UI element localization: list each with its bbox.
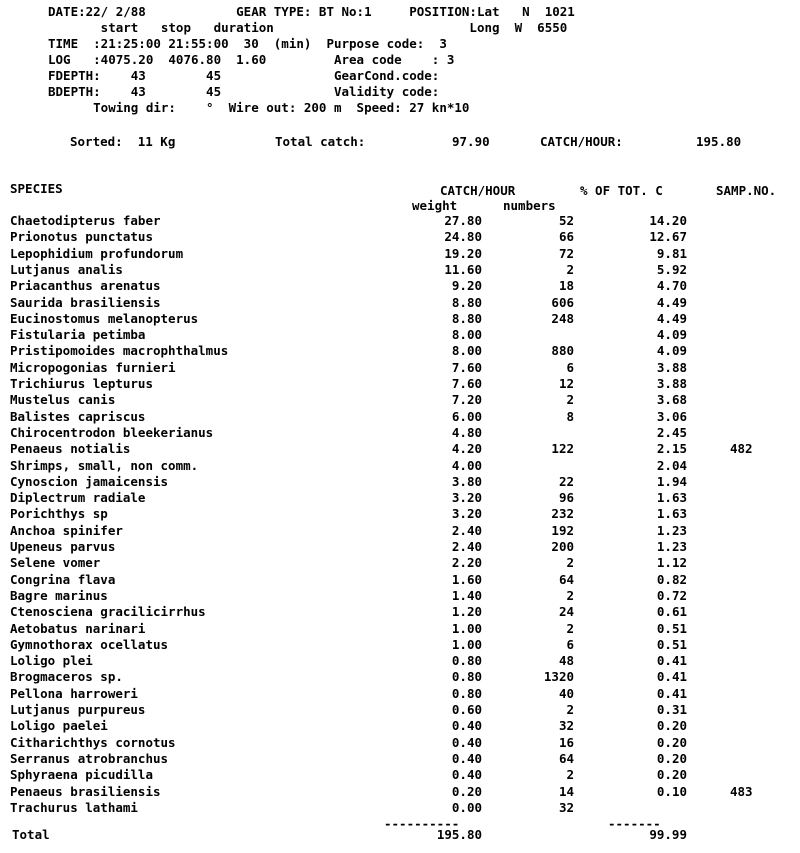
species-name: Penaeus notialis bbox=[10, 441, 131, 457]
species-name: Loligo plei bbox=[10, 653, 93, 669]
species-name: Saurida brasiliensis bbox=[10, 294, 161, 310]
species-samp: 482 bbox=[730, 441, 753, 457]
header-start-stop-duration: start stop duration Long W 6550 bbox=[48, 20, 568, 35]
species-pct: 1.23 bbox=[656, 539, 687, 554]
col-catch-hour-header: CATCH/HOUR bbox=[440, 183, 516, 198]
table-row bbox=[0, 327, 800, 343]
table-row bbox=[0, 686, 800, 702]
table-row bbox=[0, 506, 800, 522]
species-numbers: 200 bbox=[551, 539, 574, 554]
species-weight: 1.00 bbox=[451, 620, 482, 636]
table-row bbox=[0, 572, 800, 588]
summary-total-catch-label: Total catch: bbox=[275, 134, 366, 149]
species-numbers: 64 bbox=[558, 571, 574, 587]
species-numbers: 72 bbox=[558, 245, 574, 261]
species-weight: 8.00 bbox=[451, 343, 482, 359]
summary-catch-hour-label: CATCH/HOUR: bbox=[540, 134, 623, 149]
species-pct: 4.70 bbox=[656, 278, 687, 294]
species-weight: 3.80 bbox=[451, 473, 482, 489]
species-pct: 1.94 bbox=[656, 473, 687, 489]
species-name: Shrimps, small, non comm. bbox=[10, 457, 199, 473]
species-weight: 0.40 bbox=[451, 718, 482, 734]
species-pct: 3.88 bbox=[656, 359, 687, 375]
species-numbers: 192 bbox=[551, 522, 574, 538]
table-row bbox=[0, 751, 800, 767]
table-row bbox=[0, 702, 800, 718]
species-samp: 483 bbox=[730, 783, 753, 799]
species-numbers: 32 bbox=[558, 718, 574, 734]
species-name: Fistularia petimba bbox=[10, 327, 146, 343]
species-weight: 9.20 bbox=[451, 278, 482, 294]
species-name: Sphyraena picudilla bbox=[10, 767, 153, 783]
table-row bbox=[0, 490, 800, 506]
table-row bbox=[0, 295, 800, 311]
pct-total-rule: ------- bbox=[608, 816, 661, 831]
species-pct: 1.63 bbox=[656, 506, 687, 522]
species-weight: 7.60 bbox=[451, 359, 482, 375]
species-name: Congrina flava bbox=[10, 571, 116, 587]
summary-catch-hour-value: 195.80 bbox=[696, 134, 742, 149]
header-bdepth: BDEPTH: 43 45 Validity code: bbox=[48, 84, 440, 99]
species-name: Aetobatus narinari bbox=[10, 620, 146, 636]
species-weight: 3.20 bbox=[451, 490, 482, 506]
species-weight: 8.80 bbox=[451, 294, 482, 310]
species-numbers: 2 bbox=[566, 392, 574, 408]
table-row bbox=[0, 392, 800, 408]
species-numbers: 40 bbox=[558, 685, 574, 701]
species-pct: 2.15 bbox=[656, 441, 687, 457]
species-weight: 0.40 bbox=[451, 750, 482, 766]
table-row bbox=[0, 555, 800, 571]
species-name: Trichiurus lepturus bbox=[10, 376, 153, 391]
table-row bbox=[0, 213, 800, 229]
species-name: Pellona harroweri bbox=[10, 685, 138, 701]
table-row bbox=[0, 718, 800, 734]
table-row bbox=[0, 343, 800, 359]
species-weight: 1.60 bbox=[451, 571, 482, 587]
species-name: Selene vomer bbox=[10, 555, 101, 571]
species-name: Ctenosciena gracilicirrhus bbox=[10, 604, 206, 620]
species-weight: 0.80 bbox=[451, 685, 482, 701]
species-weight: 19.20 bbox=[444, 245, 482, 261]
species-numbers: 122 bbox=[551, 441, 574, 457]
weight-total-rule: ---------- bbox=[384, 816, 460, 831]
header-date-gear-position: DATE:22/ 2/88 GEAR TYPE: BT No:1 POSITION:Lat N 1021 bbox=[48, 4, 575, 19]
species-numbers: 880 bbox=[551, 343, 574, 359]
species-pct: 4.09 bbox=[656, 343, 687, 359]
species-name: Porichthys sp bbox=[10, 506, 108, 522]
table-row bbox=[0, 262, 800, 278]
species-weight: 4.20 bbox=[451, 441, 482, 457]
species-numbers: 606 bbox=[551, 294, 574, 310]
total-weight: 195.80 bbox=[436, 827, 482, 842]
table-row bbox=[0, 360, 800, 376]
species-name: Chirocentrodon bleekerianus bbox=[10, 424, 214, 440]
header-fdepth: FDEPTH: 43 45 GearCond.code: bbox=[48, 68, 440, 83]
table-row bbox=[0, 735, 800, 751]
species-pct: 1.23 bbox=[656, 522, 687, 538]
species-pct: 3.68 bbox=[656, 392, 687, 408]
species-numbers: 2 bbox=[566, 767, 574, 783]
table-row bbox=[0, 523, 800, 539]
species-name: Bagre marinus bbox=[10, 587, 108, 603]
species-name: Chaetodipterus faber bbox=[10, 213, 161, 228]
species-weight: 4.80 bbox=[451, 424, 482, 440]
table-row bbox=[0, 800, 800, 816]
table-row bbox=[0, 637, 800, 653]
species-pct: 0.41 bbox=[656, 653, 687, 669]
species-numbers: 52 bbox=[558, 213, 574, 228]
species-name: Serranus atrobranchus bbox=[10, 750, 169, 766]
table-row bbox=[0, 229, 800, 245]
species-weight: 1.20 bbox=[451, 604, 482, 620]
species-numbers: 14 bbox=[558, 783, 574, 799]
species-numbers: 2 bbox=[566, 261, 574, 277]
table-row bbox=[0, 246, 800, 262]
species-numbers: 248 bbox=[551, 310, 574, 326]
header-towing: Towing dir: ° Wire out: 200 m Speed: 27 kn*10 bbox=[48, 100, 470, 115]
table-row bbox=[0, 458, 800, 474]
species-name: Gymnothorax ocellatus bbox=[10, 636, 169, 652]
species-weight: 0.60 bbox=[451, 702, 482, 717]
species-name: Lutjanus purpureus bbox=[10, 702, 146, 717]
species-pct: 0.20 bbox=[656, 750, 687, 766]
species-weight: 8.80 bbox=[451, 310, 482, 326]
species-weight: 2.20 bbox=[451, 555, 482, 571]
species-name: Anchoa spinifer bbox=[10, 522, 123, 538]
total-pct: 99.99 bbox=[649, 827, 687, 842]
table-row bbox=[0, 621, 800, 637]
species-numbers: 232 bbox=[551, 506, 574, 522]
species-weight: 8.00 bbox=[451, 327, 482, 343]
table-row bbox=[0, 311, 800, 327]
species-pct: 9.81 bbox=[656, 245, 687, 261]
col-weight-header: weight bbox=[412, 198, 458, 213]
table-row bbox=[0, 441, 800, 457]
species-weight: 27.80 bbox=[444, 213, 482, 228]
species-pct: 0.10 bbox=[656, 783, 687, 799]
species-name: Balistes capriscus bbox=[10, 408, 146, 424]
summary-sorted: Sorted: 11 Kg bbox=[70, 134, 176, 149]
table-row bbox=[0, 767, 800, 783]
species-pct: 0.82 bbox=[656, 571, 687, 587]
species-numbers: 16 bbox=[558, 734, 574, 750]
species-name: Prionotus punctatus bbox=[10, 229, 153, 245]
species-weight: 1.00 bbox=[451, 636, 482, 652]
species-name: Mustelus canis bbox=[10, 392, 116, 408]
species-weight: 6.00 bbox=[451, 408, 482, 424]
species-weight: 0.80 bbox=[451, 653, 482, 669]
species-pct: 4.49 bbox=[656, 294, 687, 310]
species-pct: 0.41 bbox=[656, 669, 687, 685]
species-weight: 2.40 bbox=[451, 539, 482, 554]
species-pct: 0.20 bbox=[656, 767, 687, 783]
species-weight: 0.00 bbox=[451, 799, 482, 815]
species-pct: 0.20 bbox=[656, 718, 687, 734]
species-weight: 0.40 bbox=[451, 767, 482, 783]
species-name: Lutjanus analis bbox=[10, 261, 123, 277]
species-weight: 0.40 bbox=[451, 734, 482, 750]
species-numbers: 96 bbox=[558, 490, 574, 506]
table-row bbox=[0, 409, 800, 425]
species-pct: 0.20 bbox=[656, 734, 687, 750]
header-log: LOG :4075.20 4076.80 1.60 Area code : 3 bbox=[48, 52, 455, 67]
species-weight: 3.20 bbox=[451, 506, 482, 522]
species-pct: 5.92 bbox=[656, 261, 687, 277]
species-numbers: 64 bbox=[558, 750, 574, 766]
species-pct: 0.41 bbox=[656, 685, 687, 701]
species-numbers: 2 bbox=[566, 587, 574, 603]
species-name: Citharichthys cornotus bbox=[10, 734, 176, 750]
species-weight: 24.80 bbox=[444, 229, 482, 245]
table-row bbox=[0, 784, 800, 800]
species-numbers: 66 bbox=[558, 229, 574, 245]
species-weight: 11.60 bbox=[444, 261, 482, 277]
species-weight: 7.60 bbox=[451, 376, 482, 391]
species-weight: 0.80 bbox=[451, 669, 482, 685]
species-pct: 2.45 bbox=[656, 424, 687, 440]
col-species-header: SPECIES bbox=[10, 181, 63, 196]
table-row bbox=[0, 425, 800, 441]
species-numbers: 22 bbox=[558, 473, 574, 489]
col-samp-header: SAMP.NO. bbox=[716, 183, 777, 198]
species-numbers: 2 bbox=[566, 555, 574, 571]
species-weight: 4.00 bbox=[451, 457, 482, 473]
species-weight: 7.20 bbox=[451, 392, 482, 408]
table-row bbox=[0, 376, 800, 392]
species-numbers: 6 bbox=[566, 636, 574, 652]
species-pct: 4.09 bbox=[656, 327, 687, 343]
species-weight: 2.40 bbox=[451, 522, 482, 538]
species-numbers: 24 bbox=[558, 604, 574, 620]
species-pct: 12.67 bbox=[649, 229, 687, 245]
species-pct: 14.20 bbox=[649, 213, 687, 228]
species-name: Loligo paelei bbox=[10, 718, 108, 734]
species-name: Upeneus parvus bbox=[10, 539, 116, 554]
header-time: TIME :21:25:00 21:55:00 30 (min) Purpose code: 3 bbox=[48, 36, 447, 51]
species-pct: 3.06 bbox=[656, 408, 687, 424]
species-numbers: 1320 bbox=[543, 669, 574, 685]
species-pct: 0.51 bbox=[656, 636, 687, 652]
species-name: Penaeus brasiliensis bbox=[10, 783, 161, 799]
col-numbers-header: numbers bbox=[503, 198, 556, 213]
species-weight: 0.20 bbox=[451, 783, 482, 799]
table-row bbox=[0, 653, 800, 669]
summary-total-catch-value: 97.90 bbox=[452, 134, 490, 149]
species-numbers: 8 bbox=[566, 408, 574, 424]
species-numbers: 32 bbox=[558, 799, 574, 815]
table-row bbox=[0, 278, 800, 294]
species-pct: 3.88 bbox=[656, 376, 687, 391]
total-label: Total bbox=[12, 827, 50, 842]
table-row bbox=[0, 539, 800, 555]
col-pct-header: % OF TOT. C bbox=[580, 183, 663, 198]
species-numbers: 6 bbox=[566, 359, 574, 375]
species-name: Diplectrum radiale bbox=[10, 490, 146, 506]
species-name: Brogmaceros sp. bbox=[10, 669, 123, 685]
species-name: Eucinostomus melanopterus bbox=[10, 310, 199, 326]
species-numbers: 18 bbox=[558, 278, 574, 294]
species-numbers: 48 bbox=[558, 653, 574, 669]
species-pct: 0.72 bbox=[656, 587, 687, 603]
table-row bbox=[0, 474, 800, 490]
species-pct: 4.49 bbox=[656, 310, 687, 326]
species-name: Pristipomoides macrophthalmus bbox=[10, 343, 229, 359]
species-weight: 1.40 bbox=[451, 587, 482, 603]
species-numbers: 12 bbox=[558, 376, 574, 391]
species-name: Micropogonias furnieri bbox=[10, 359, 176, 375]
species-name: Priacanthus arenatus bbox=[10, 278, 161, 294]
species-name: Cynoscion jamaicensis bbox=[10, 473, 169, 489]
species-pct: 0.61 bbox=[656, 604, 687, 620]
species-pct: 1.63 bbox=[656, 490, 687, 506]
species-name: Trachurus lathami bbox=[10, 799, 138, 815]
table-row bbox=[0, 669, 800, 685]
species-pct: 0.51 bbox=[656, 620, 687, 636]
species-pct: 2.04 bbox=[656, 457, 687, 473]
table-row bbox=[0, 588, 800, 604]
species-numbers: 2 bbox=[566, 702, 574, 717]
table-row bbox=[0, 604, 800, 620]
species-numbers: 2 bbox=[566, 620, 574, 636]
species-pct: 1.12 bbox=[656, 555, 687, 571]
species-pct: 0.31 bbox=[656, 702, 687, 717]
species-name: Lepophidium profundorum bbox=[10, 245, 184, 261]
